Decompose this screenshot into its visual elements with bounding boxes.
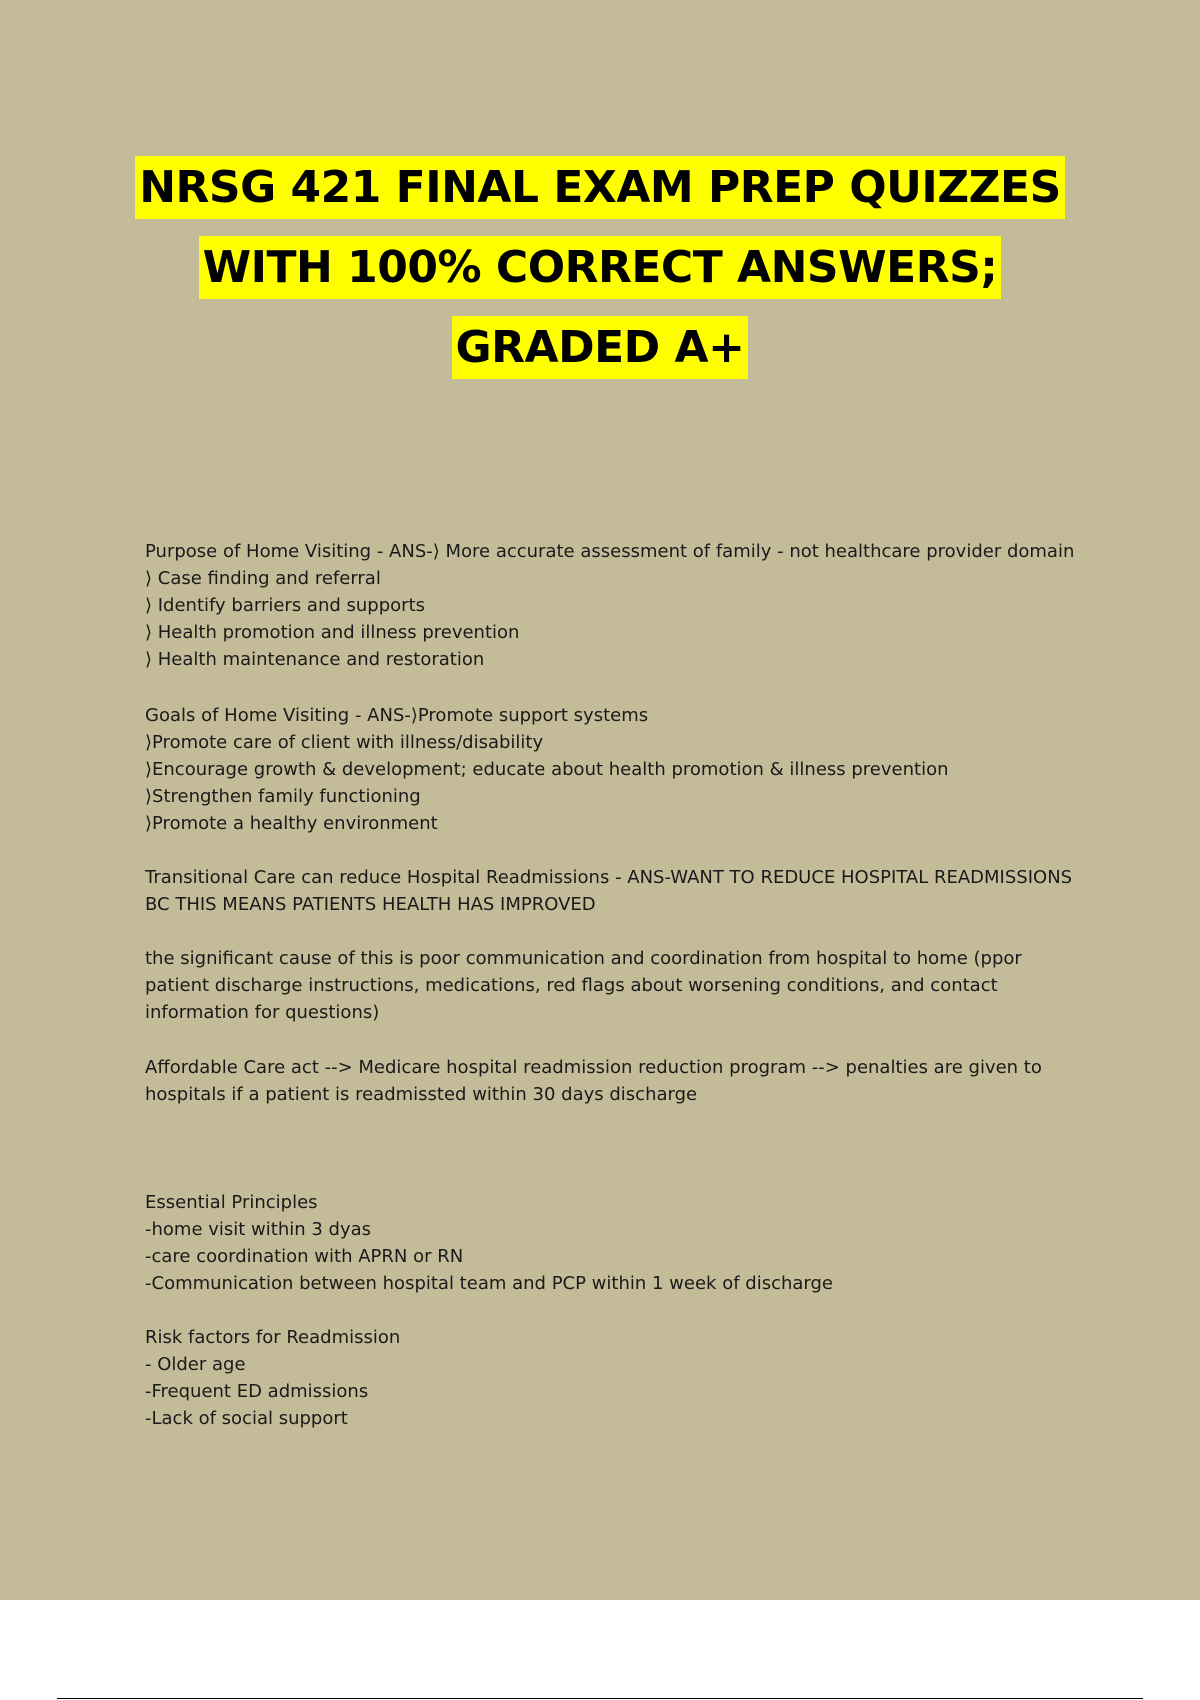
risk-factors-heading: Risk factors for Readmission bbox=[145, 1327, 401, 1348]
purpose-line: ⟩ Identify barriers and supports bbox=[145, 595, 426, 616]
title-line-1: NRSG 421 FINAL EXAM PREP QUIZZES bbox=[135, 156, 1065, 219]
essential-principles-heading: Essential Principles bbox=[145, 1192, 318, 1213]
significant-cause-line: information for questions) bbox=[145, 1002, 380, 1023]
goals-line: ⟩Encourage growth & development; educate about health promotion & illness prevention bbox=[145, 759, 949, 780]
document-title bbox=[0, 148, 1200, 388]
title-line-2: WITH 100% CORRECT ANSWERS; bbox=[199, 236, 1002, 299]
significant-cause-line: the significant cause of this is poor communication and coordination from hospital to home (ppor bbox=[145, 948, 1022, 969]
risk-factors-line: -Frequent ED admissions bbox=[145, 1381, 369, 1402]
essential-principles-line: -Communication between hospital team and PCP within 1 week of discharge bbox=[145, 1273, 833, 1294]
footer-divider bbox=[57, 1698, 1143, 1699]
significant-cause-line: patient discharge instructions, medications, red flags about worsening conditions, and contact bbox=[145, 975, 998, 996]
essential-principles-line: -care coordination with APRN or RN bbox=[145, 1246, 464, 1267]
affordable-care-act-line: hospitals if a patient is readmissted within 30 days discharge bbox=[145, 1084, 698, 1105]
significant-cause-section bbox=[145, 945, 1085, 1026]
goals-line: ⟩Promote a healthy environment bbox=[145, 813, 438, 834]
purpose-line: ⟩ Health maintenance and restoration bbox=[145, 649, 485, 670]
transitional-care-section bbox=[145, 864, 1085, 918]
purpose-line: ⟩ Case finding and referral bbox=[145, 568, 381, 589]
transitional-care-line: BC THIS MEANS PATIENTS HEALTH HAS IMPROVED bbox=[145, 894, 596, 915]
risk-factors-section bbox=[145, 1324, 1085, 1432]
home-visit-goals-section bbox=[145, 702, 1085, 837]
risk-factors-line: - Older age bbox=[145, 1354, 246, 1375]
home-visit-purpose-section bbox=[145, 538, 1085, 673]
purpose-line: Purpose of Home Visiting - ANS-⟩ More accurate assessment of family - not healthcare provider domain bbox=[145, 541, 1075, 562]
essential-principles-section bbox=[145, 1189, 1085, 1297]
risk-factors-line: -Lack of social support bbox=[145, 1408, 348, 1429]
affordable-care-act-section bbox=[145, 1054, 1085, 1108]
goals-line: ⟩Strengthen family functioning bbox=[145, 786, 421, 807]
goals-line: ⟩Promote care of client with illness/disability bbox=[145, 732, 544, 753]
essential-principles-line: -home visit within 3 dyas bbox=[145, 1219, 372, 1240]
purpose-line: ⟩ Health promotion and illness prevention bbox=[145, 622, 520, 643]
goals-line: Goals of Home Visiting - ANS-⟩Promote support systems bbox=[145, 705, 649, 726]
affordable-care-act-line: Affordable Care act --> Medicare hospital readmission reduction program --> penalties are given to bbox=[145, 1057, 1042, 1078]
title-line-3: GRADED A+ bbox=[452, 316, 749, 379]
transitional-care-line: Transitional Care can reduce Hospital Readmissions - ANS-WANT TO REDUCE HOSPITAL READMISSIONS bbox=[145, 867, 1073, 888]
